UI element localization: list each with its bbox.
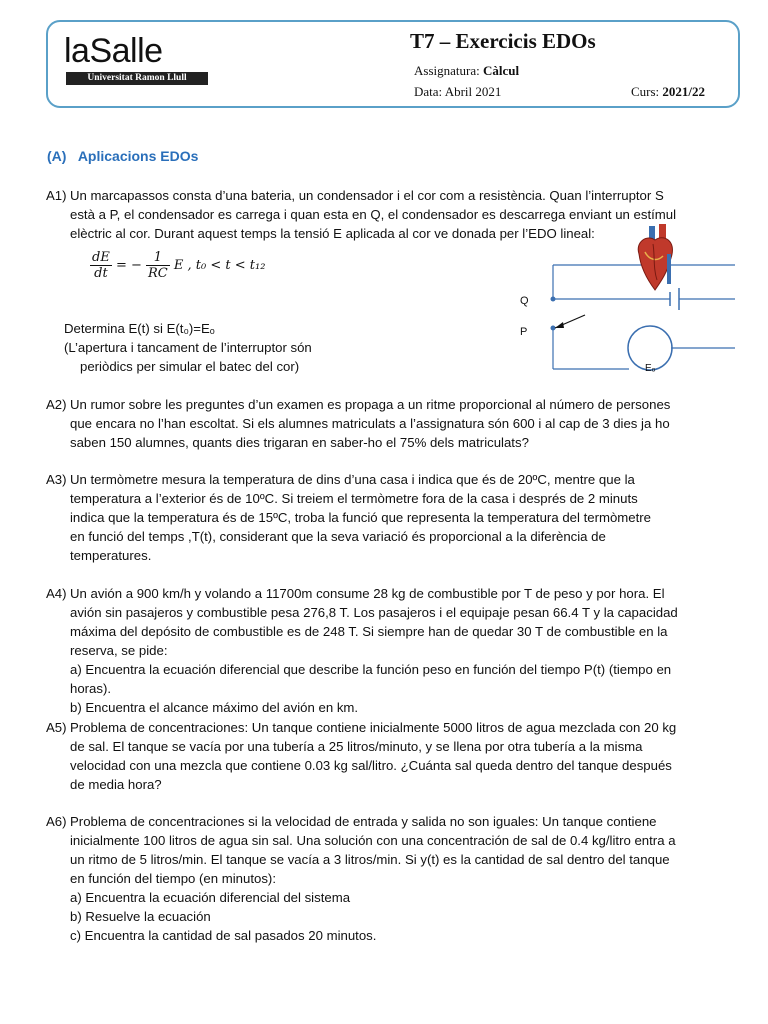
exercise-text-line: un ritmo de 5 litros/min. El tanque se vacía a 3 litros/min. Si y(t) es la cantidad de sal dentro del tanque (70, 852, 670, 867)
logo-subtitle: Universitat Ramon Llull (66, 72, 208, 85)
section-letter: (A) (47, 148, 67, 164)
course-label: Curs: (631, 84, 660, 99)
exercise-text-line: Un termòmetre mesura la temperatura de dins d’una casa i indica que és de 20ºC, mentre que la (70, 472, 635, 487)
subject-label: Assignatura: (414, 63, 480, 78)
date-line (414, 84, 501, 100)
course-line (631, 84, 705, 100)
fraction-1-RC (146, 250, 170, 281)
exercise-text-line: saben 150 alumnes, quants dies trigaran en saber-ho el 75% dels matriculats? (70, 435, 529, 450)
exercise-text-line: b) Encuentra el alcance máximo del avión en km. (70, 700, 359, 715)
exercise-text-line: velocidad con una mezcla que contiene 0.03 kg sal/litro. ¿Cuánta sal queda dentro del tanque después (70, 758, 672, 773)
date-value: Abril 2021 (444, 84, 502, 99)
exercise-text-line: b) Resuelve la ecuación (70, 909, 211, 924)
fraction-numerator: 1 (146, 250, 170, 266)
exercise-text-line: a) Encuentra la ecuación diferencial que describe la función peso en función del tiempo P(t) (tiempo en (70, 662, 672, 677)
exercise-text-line: en función del tiempo (en minutos): (70, 871, 276, 886)
formula-operator: = − (115, 258, 142, 273)
exercise-text-line: avión sin pasajeros y combustible pesa 276,8 T. Los pasajeros i el equipaje pesan 66.4 T y la capacidad (70, 605, 678, 620)
exercise-number: A6) (46, 814, 67, 829)
exercise-text-line: Un marcapassos consta d’una bateria, un condensador i el cor com a resistència. Quan l’interruptor S (70, 188, 664, 203)
source-label: Eₒ (645, 363, 656, 374)
lasalle-logo: laSalle (64, 32, 163, 70)
exercise-text-line: a) Encuentra la ecuación diferencial del sistema (70, 890, 351, 905)
exercise-text-line: Un rumor sobre les preguntes d’un examen es propaga a un ritme proporcional al número de persones (70, 397, 671, 412)
exercise-text-line: c) Encuentra la cantidad de sal pasados 20 minutos. (70, 928, 377, 943)
exercise-text-line: temperatures. (70, 548, 152, 563)
exercise-text-line: de media hora? (70, 777, 162, 792)
exercise-text-line: máxima del depósito de combustible es de 248 T. Si siempre han de quedar 30 T de combustible en la (70, 624, 668, 639)
exercise-number: A1) (46, 188, 67, 203)
formula-tail: E , t₀ < t < t₁₂ (173, 258, 266, 273)
exercise-text-line: Un avión a 900 km/h y volando a 11700m consume 28 kg de combustible por T de peso y por hora. El (70, 586, 665, 601)
exercise-text-line: horas). (70, 681, 112, 696)
terminal-p (551, 326, 556, 331)
date-label: Data: (414, 84, 443, 99)
terminal-q (551, 297, 556, 302)
exercise-number: A5) (46, 720, 67, 735)
p-label: P (520, 326, 528, 338)
switch-arrowhead (555, 322, 564, 328)
document-title: T7 – Exercicis EDOs (410, 29, 596, 53)
section-title: Aplicacions EDOs (77, 148, 199, 164)
exercise-text-line: està a P, el condensador es carrega i quan esta en Q, el condensador es descarrega enviant un estímul (70, 207, 677, 222)
section-heading (47, 148, 198, 164)
exercise-text-line: Problema de concentraciones: Un tanque contiene inicialmente 5000 litros de agua mezclada con 20 kg (70, 720, 677, 735)
exercise-text-line: que encara no l’han escoltat. Si els alumnes matriculats a l’assignatura són 600 i al cap de 3 dies ja ho (70, 416, 670, 431)
heart-illustration (638, 224, 672, 290)
exercise-text-line: elèctric al cor. Durant aquest temps la tensió E aplicada al cor ve donada per l’EDO lineal: (70, 226, 595, 241)
exercise-text-line: inicialmente 100 litros de agua sin sal. Una solución con una concentración de sal de 0.4 kg/litro entra a (70, 833, 676, 848)
a1-note-line: periòdics per simular el batec del cor) (80, 359, 300, 374)
exercise-text-line: en funció del temps ,T(t), considerant que la seva variació és proporcional a la diferència de (70, 529, 606, 544)
exercise-number: A2) (46, 397, 67, 412)
fraction-denominator: dt (94, 266, 108, 281)
exercise-number: A4) (46, 586, 67, 601)
pacemaker-circuit-diagram (515, 222, 740, 387)
fraction-dE-dt (90, 250, 112, 281)
exercise-text-line: indica que la temperatura és de 15ºC, troba la funció que representa la temperatura del termòmetre (70, 510, 651, 525)
fraction-denominator: RC (148, 266, 168, 281)
exercise-text-line: Problema de concentraciones si la velocidad de entrada y salida no son iguales: Un tanque contiene (70, 814, 657, 829)
exercise-number: A3) (46, 472, 67, 487)
subject-value: Càlcul (482, 63, 520, 78)
exercise-text-line: temperatura a l’exterior és de 10ºC. Si treiem el termòmetre fora de la casa i després de 2 minuts (70, 491, 638, 506)
q-label: Q (520, 295, 529, 307)
exercise-text-line: reserva, se pide: (70, 643, 168, 658)
ode-formula (90, 250, 265, 281)
a1-task: Determina E(t) si E(t₀)=Eₒ (64, 321, 215, 336)
a1-note-line: (L’apertura i tancament de l’interruptor són (64, 340, 312, 355)
fraction-numerator: dE (92, 250, 110, 265)
subject-line (414, 63, 519, 79)
course-value: 2021/22 (662, 84, 706, 99)
exercise-text-line: de sal. El tanque se vacía por una tubería a 25 litros/minuto, y se llena por otra tubería a la misma (70, 739, 643, 754)
document-header (46, 20, 740, 108)
